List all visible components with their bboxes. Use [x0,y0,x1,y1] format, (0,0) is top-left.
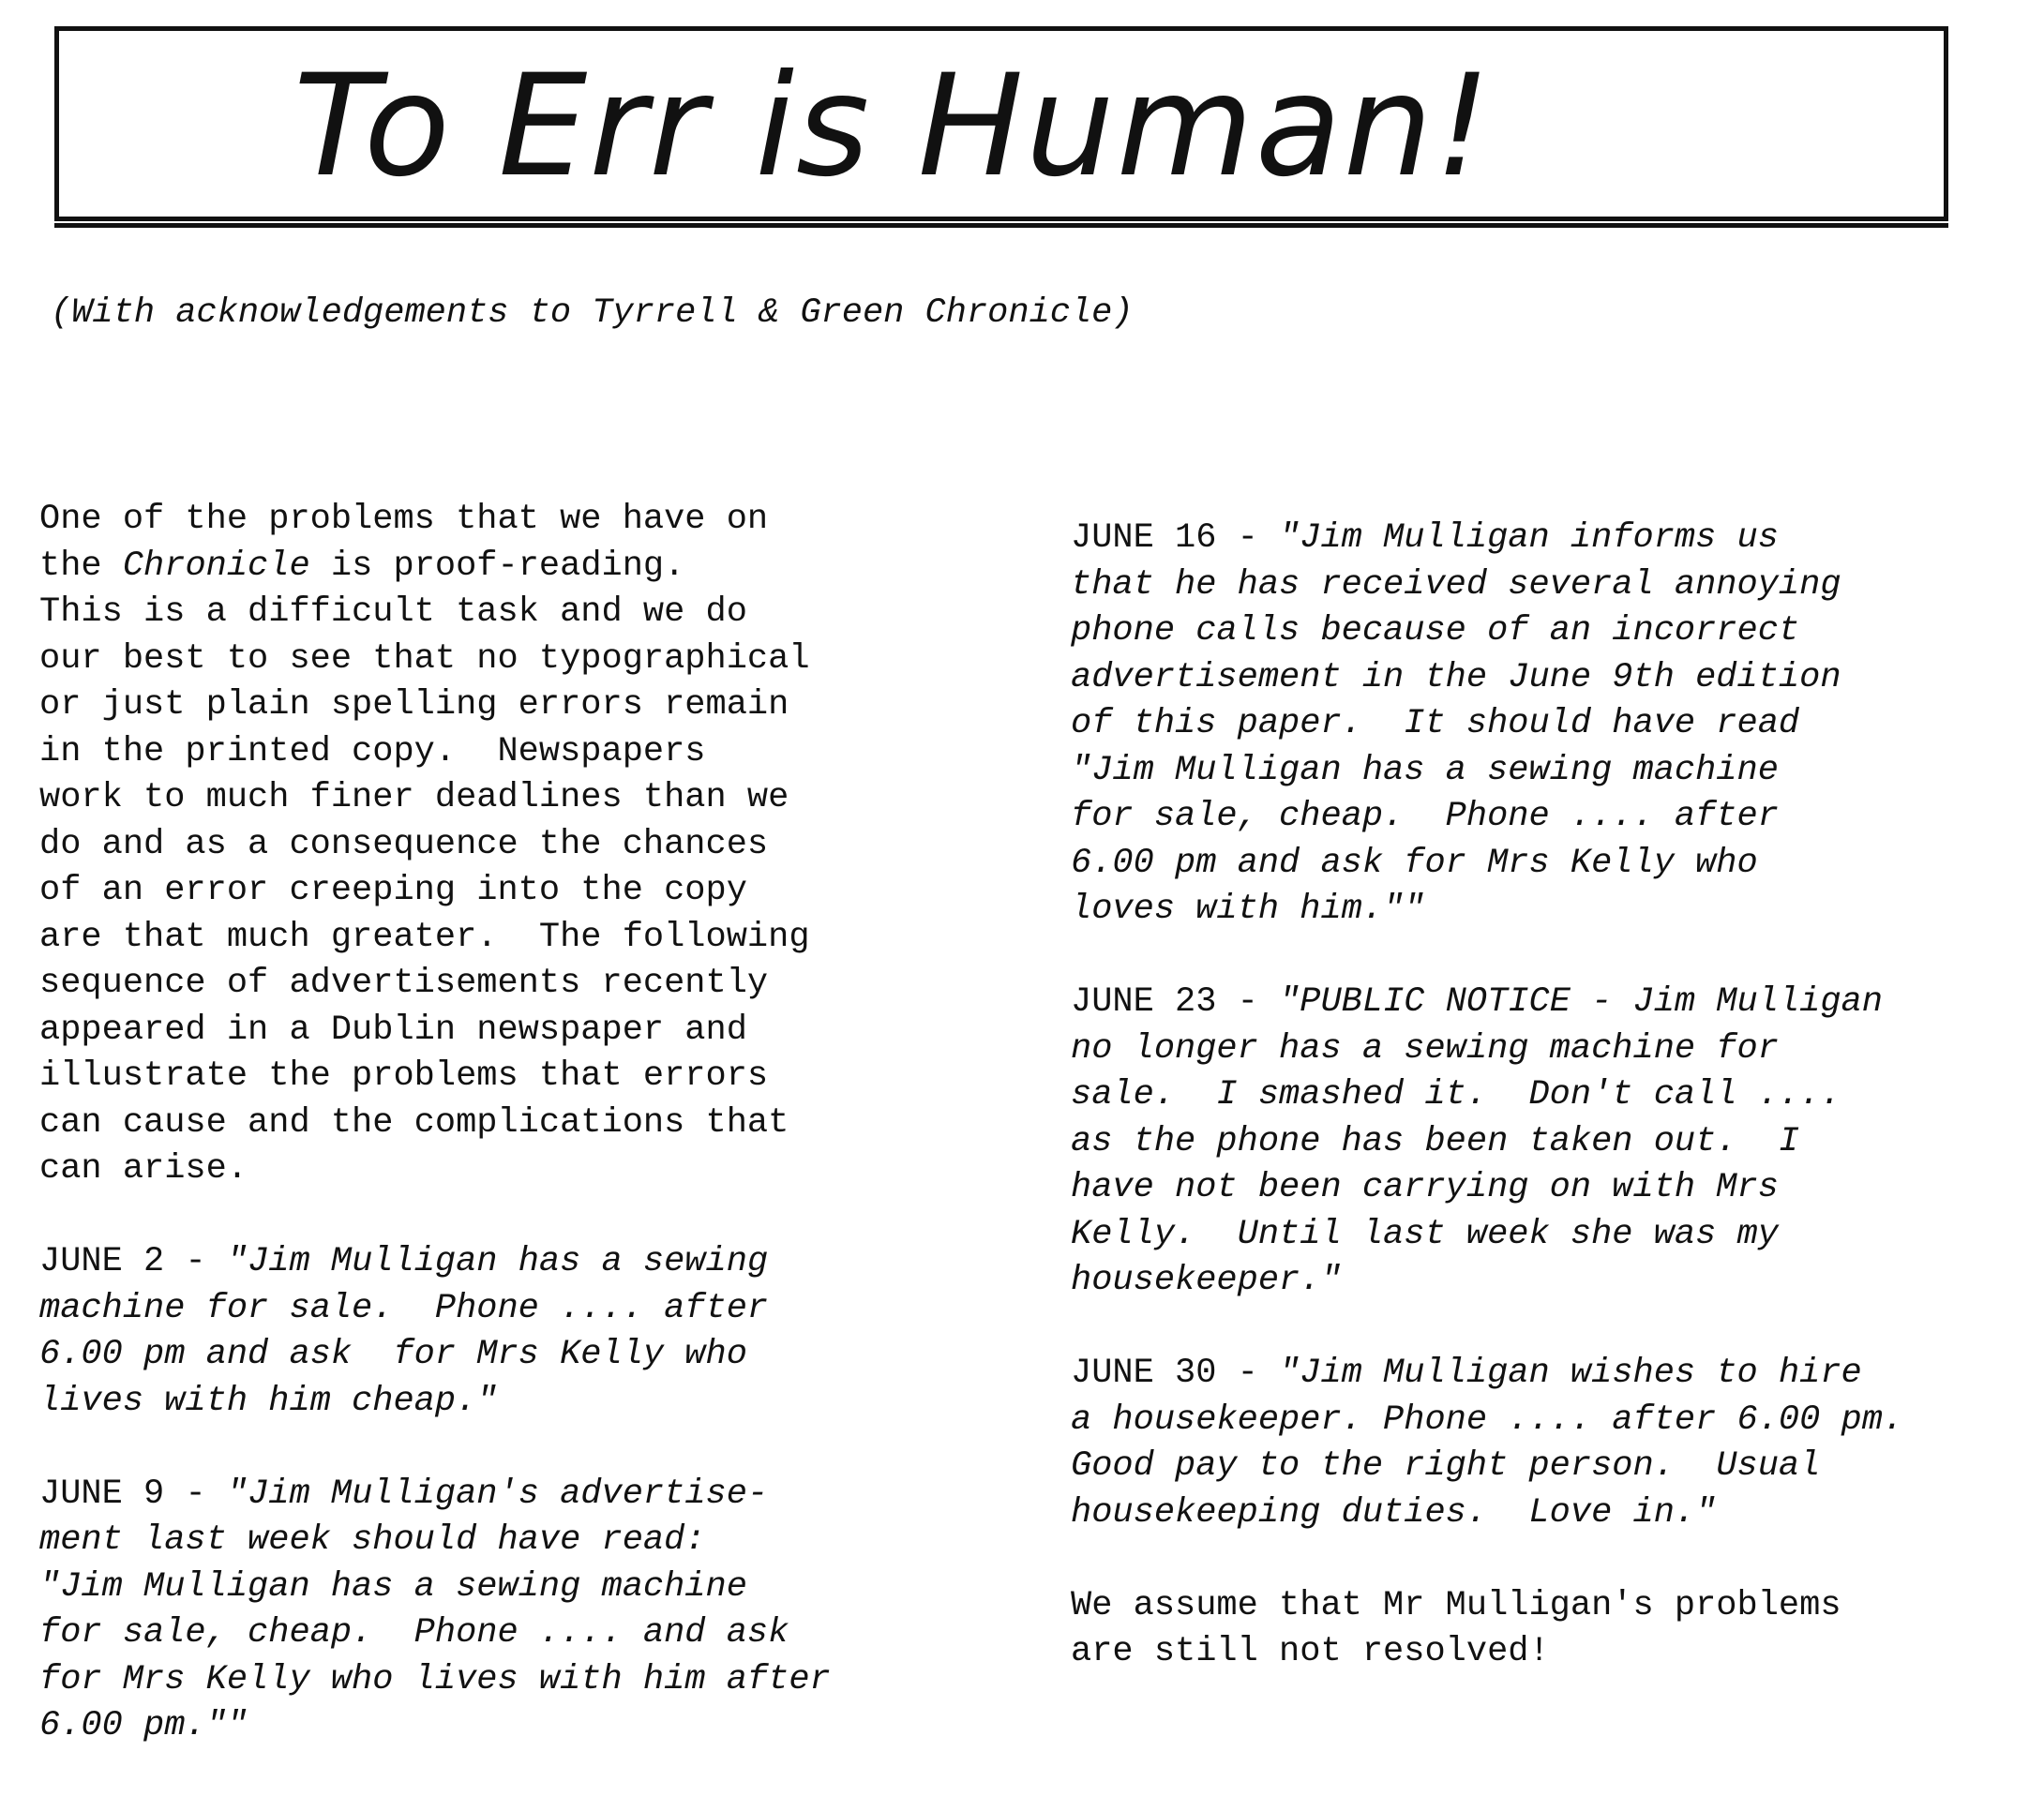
ad-line: for sale, cheap. Phone .... after [1071,797,1779,836]
intro-line [39,544,996,591]
page-title: To Err is Human! [293,45,1493,208]
intro-line: appeared in a Dublin newspaper and [39,1010,747,1050]
ad-line: "Jim Mulligan has a sewing machine [39,1566,747,1607]
left-column [39,497,996,1796]
ad-line: "Jim Mulligan has a sewing machine [1071,750,1779,790]
intro-line: do and as a consequence the chances [39,824,769,864]
ad-text: "Jim Mulligan informs us [1279,518,1779,558]
ad-date: JUNE 2 [39,1242,165,1281]
ad-line: housekeeping duties. Love in." [1071,1492,1717,1533]
intro-paragraph [39,497,996,1193]
ad-line: for Mrs Kelly who lives with him after [39,1659,831,1699]
ad-june-2 [39,1239,996,1425]
intro-line: in the printed copy. Newspapers [39,731,706,771]
ad-separator: - [164,1242,227,1281]
chronicle-word: Chronicle [122,546,310,586]
closing-line: are still not resolved! [1071,1632,1550,1671]
intro-line: are that much greater. The following [39,917,810,957]
closing-paragraph [1071,1583,2027,1676]
title-box [54,26,1948,221]
intro-line: can cause and the complications that [39,1102,789,1143]
ad-line: as the phone has been taken out. I [1071,1121,1800,1161]
ad-june-30 [1071,1351,2027,1536]
ad-line: no longer has a sewing machine for [1071,1028,1779,1069]
ad-line: machine for sale. Phone .... after [39,1288,769,1328]
ad-line: have not been carrying on with Mrs [1071,1168,1779,1207]
ad-june-23 [1071,980,2027,1305]
ad-line [39,1472,996,1519]
intro-line: or just plain spelling errors remain [39,685,789,725]
intro-line: of an error creeping into the copy [39,871,747,910]
ad-line: ment last week should have read: [39,1520,706,1560]
acknowledgement: (With acknowledgements to Tyrrell & Green Chronicle) [51,293,1134,333]
ad-line: lives with him cheap." [39,1381,498,1421]
ad-text: "Jim Mulligan wishes to hire [1279,1354,1862,1393]
ad-date: JUNE 30 [1071,1354,1217,1393]
ad-line [1071,516,2027,562]
ad-line: 6.00 pm and ask for Mrs Kelly who [39,1335,747,1374]
ad-line: 6.00 pm."" [39,1706,248,1745]
ad-june-16 [1071,516,2027,934]
intro-line: This is a difficult task and we do [39,592,747,632]
ad-separator: - [164,1474,227,1514]
intro-line-prefix: the [39,546,123,586]
ad-line [1071,980,2027,1026]
ad-line: loves with him."" [1071,890,1425,929]
intro-line: sequence of advertisements recently [39,964,769,1003]
ad-separator: - [1216,518,1280,558]
ad-line: that he has received several annoying [1071,564,1841,605]
ad-line: of this paper. It should have read [1071,704,1800,743]
ad-line: Good pay to the right person. Usual [1071,1446,1821,1486]
intro-line-suffix: is proof-reading. [309,546,685,586]
ad-line [1071,1351,2027,1398]
intro-line: our best to see that no typographical [39,638,810,679]
ad-text: "Jim Mulligan's advertise- [226,1474,769,1514]
ad-june-9 [39,1472,996,1750]
ad-line: phone calls because of an incorrect [1071,611,1800,651]
intro-line: can arise. [39,1149,248,1189]
closing-line: We assume that Mr Mulligan's problems [1071,1585,1841,1625]
ad-date: JUNE 9 [39,1474,165,1514]
ad-text: "Jim Mulligan has a sewing [226,1242,769,1281]
ad-date: JUNE 23 [1071,982,1217,1022]
right-column [1071,516,2027,1722]
ad-separator: - [1216,982,1280,1022]
ad-date: JUNE 16 [1071,518,1217,558]
ad-line: housekeeper." [1071,1261,1342,1300]
ad-line: sale. I smashed it. Don't call .... [1071,1075,1841,1115]
ad-line: Kelly. Until last week she was my [1071,1214,1779,1254]
ad-line: advertisement in the June 9th edition [1071,657,1841,697]
ad-text: "PUBLIC NOTICE - Jim Mulligan [1279,982,1883,1022]
ad-line: a housekeeper. Phone .... after 6.00 pm. [1071,1399,1904,1440]
intro-line: illustrate the problems that errors [39,1056,769,1096]
intro-line: One of the problems that we have on [39,500,769,539]
ad-separator: - [1216,1354,1280,1393]
ad-line: 6.00 pm and ask for Mrs Kelly who [1071,843,1758,883]
intro-line: work to much finer deadlines than we [39,778,789,817]
ad-line: for sale, cheap. Phone .... and ask [39,1613,789,1653]
ad-line [39,1239,996,1286]
